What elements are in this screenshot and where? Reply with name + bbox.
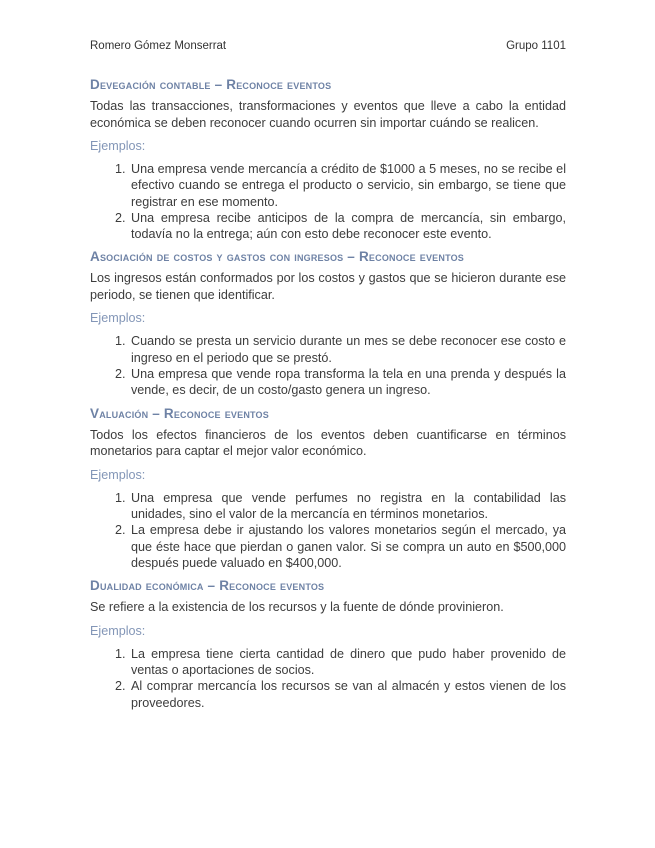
section-title: Asociación de costos y gastos con ingresos – Reconoce eventos	[90, 249, 465, 265]
section-title: Dualidad económica – Reconoce eventos	[90, 578, 325, 594]
list-item: 1. Una empresa que vende perfumes no registra en la contabilidad las unidades, sino el valor de la mercancía en términos monetarios.	[129, 490, 566, 523]
group-label: Grupo 1101	[506, 40, 566, 52]
section-text: Todas las transacciones, transformaciones y eventos que lleve a cabo la entidad económica se deben reconocer cuando ocurren sin importar cuándo se realicen.	[90, 99, 566, 130]
document-body	[90, 76, 566, 717]
list-item: 1. Una empresa vende mercancía a crédito de $1000 a 5 meses, no se recibe el efectivo cuando se entrega el producto o servicio, sin embargo, se tiene que registrar en ese momento.	[129, 161, 566, 210]
list-item: 2. Al comprar mercancía los recursos se van al almacén y estos vienen de los proveedores.	[129, 678, 566, 711]
examples-label: Ejemplos:	[90, 467, 146, 482]
section-devegacion	[90, 76, 566, 242]
section-title: Devegación contable – Reconoce eventos	[90, 77, 332, 92]
examples-label: Ejemplos:	[90, 311, 146, 326]
section-asociacion	[90, 248, 566, 398]
section-text: Todos los efectos financieros de los eventos deben cuantificarse en términos monetarios para captar el mejor valor económico.	[90, 427, 566, 459]
section-text: Los ingresos están conformados por los costos y gastos que se hicieron durante ese periodo, se tienen que identificar.	[90, 271, 566, 302]
examples-list	[90, 646, 566, 711]
section-dualidad	[90, 577, 566, 711]
list-item: 2. La empresa debe ir ajustando los valores monetarios según el mercado, ya que éste hace que pierdan o ganen valor. Si se compra un auto en $500,000 después puede valuado en $400,000.	[129, 522, 566, 571]
section-valuacion	[90, 405, 566, 571]
author-name: Romero Gómez Monserrat	[90, 40, 227, 52]
examples-label: Ejemplos:	[90, 623, 146, 638]
section-title: Valuación – Reconoce eventos	[90, 405, 269, 421]
section-text: Se refiere a la existencia de los recursos y la fuente de dónde provinieron.	[90, 600, 504, 615]
list-item: 2. Una empresa recibe anticipos de la compra de mercancía, sin embargo, todavía no la entrega; aún con esto debe reconocer este evento.	[129, 210, 566, 243]
list-item: 2. Una empresa que vende ropa transforma la tela en una prenda y después la vende, es decir, de un costo/gasto genera un ingreso.	[129, 366, 566, 399]
examples-label: Ejemplos:	[90, 139, 146, 153]
examples-list	[90, 333, 566, 398]
list-item: 1. Cuando se presta un servicio durante un mes se debe reconocer ese costo e ingreso en el periodo que se prestó.	[129, 333, 566, 366]
examples-list	[90, 161, 566, 242]
list-item: 1. La empresa tiene cierta cantidad de dinero que pudo haber provenido de ventas o aportaciones de socios.	[129, 646, 566, 679]
examples-list	[90, 490, 566, 571]
page-header	[90, 38, 566, 54]
